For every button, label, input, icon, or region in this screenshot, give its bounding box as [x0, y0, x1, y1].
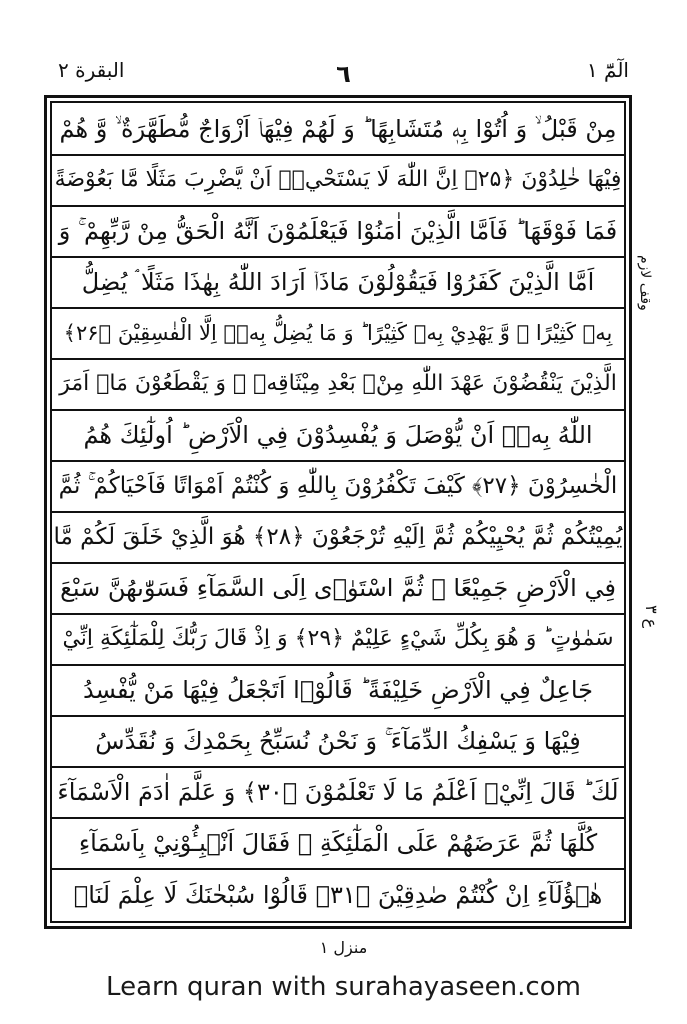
text-line-7: اللّٰهُ بِهٖۤ اَنْ يُّوْصَلَ وَ يُفْسِدُوْنَ فِي الْاَرْضِ ؕ اُولٰٓئِكَ هُمُ: [83, 420, 593, 449]
quran-text-block: [52, 103, 624, 921]
text-line-1: مِنْ قَبْلُ ۙ وَ اُتُوْا بِهٖ مُتَشَابِهًا ؕ وَ لَهُمْ فِيْهَاۤ اَزْوَاجٌ مُّطَهَّرَةٌ ۙ وَّ هُمْ: [59, 114, 617, 143]
text-line-2: فِيْهَا خٰلِدُوْنَ ﴿۲۵﴾ اِنَّ اللّٰهَ لَا يَسْتَحْيٖۤ اَنْ يَّضْرِبَ مَثَلًا مَّا بَعُوْضَةً: [54, 167, 622, 192]
text-line-8: الْخٰسِرُوْنَ ﴿۲۷﴾ كَيْفَ تَكْفُرُوْنَ بِاللّٰهِ وَ كُنْتُمْ اَمْوَاتًا فَاَحْيَاكُمْ ۚ ثُمَّ: [58, 472, 618, 499]
surah-name: البقرة ۲: [58, 58, 125, 82]
footer-caption: Learn quran with surahayaseen.com: [106, 972, 581, 1002]
ruku-margin-note: ع ۳: [642, 605, 661, 629]
text-line-11: سَمٰوٰتٍ ؕ وَ هُوَ بِكُلِّ شَيْءٍ عَلِيْمٌ ﴿۲۹﴾ وَ اِذْ قَالَ رَبُّكَ لِلْمَلٰٓئِكَةِ اِنِّيْ: [62, 626, 614, 651]
text-line-6: الَّذِيْنَ يَنْقُضُوْنَ عَهْدَ اللّٰهِ مِنْۢ بَعْدِ مِيْثَاقِهٖ ۪ وَ يَقْطَعُوْنَ مَاۤ اَمَرَ: [59, 371, 617, 396]
waqf-margin-note: وقف لازم: [637, 255, 653, 311]
text-line-10: فِي الْاَرْضِ جَمِيْعًا ۗ ثُمَّ اسْتَوٰۤى اِلَى السَّمَآءِ فَسَوّٰىهُنَّ سَبْعَ: [60, 573, 616, 602]
text-line-15: كُلَّهَا ثُمَّ عَرَضَهُمْ عَلَى الْمَلٰٓئِكَةِ ۙ فَقَالَ اَنْۢبِـُٔوْنِيْ بِاَسْمَآءِ: [78, 828, 598, 857]
manzil-label: منزل ۱: [319, 938, 368, 957]
text-line-12: جَاعِلٌ فِي الْاَرْضِ خَلِيْفَةً ؕ قَالُوْۤا اَتَجْعَلُ فِيْهَا مَنْ يُّفْسِدُ: [83, 675, 593, 704]
text-line-16: هٰۤؤُلَآءِ اِنْ كُنْتُمْ صٰدِقِيْنَ ﴿۳۱﴾ قَالُوْا سُبْحٰنَكَ لَا عِلْمَ لَنَاۤ: [73, 880, 603, 909]
text-line-4: اَمَّا الَّذِيْنَ كَفَرُوْا فَيَقُوْلُوْنَ مَاذَاۤ اَرَادَ اللّٰهُ بِهٰذَا مَثَلًا ۘ يُضِلُّ: [81, 267, 595, 296]
text-line-3: فَمَا فَوْقَهَا ؕ فَاَمَّا الَّذِيْنَ اٰمَنُوْا فَيَعْلَمُوْنَ اَنَّهُ الْحَقُّ مِنْ رَّبِّهِمْ ۚ وَ: [58, 216, 618, 245]
page-number: ٦: [336, 60, 351, 88]
text-line-9: يُمِيْتُكُمْ ثُمَّ يُحْيِيْكُمْ ثُمَّ اِلَيْهِ تُرْجَعُوْنَ ﴿۲۸﴾ هُوَ الَّذِيْ خَلَقَ لَكُمْ مَّا: [53, 523, 623, 550]
text-line-5: بِهٖ كَثِيْرًا ۙ وَّ يَهْدِيْ بِهٖ كَثِيْرًا ؕ وَ مَا يُضِلُّ بِهٖۤ اِلَّا الْفٰسِقِيْنَ ﴿۲۶﴾: [63, 320, 613, 345]
text-line-13: فِيْهَا وَ يَسْفِكُ الدِّمَآءَ ۚ وَ نَحْنُ نُسَبِّحُ بِحَمْدِكَ وَ نُقَدِّسُ: [95, 726, 581, 755]
text-line-14: لَكَ ؕ قَالَ اِنِّيْۤ اَعْلَمُ مَا لَا تَعْلَمُوْنَ ﴿۳۰﴾ وَ عَلَّمَ اٰدَمَ الْاَسْمَآءَ: [57, 777, 619, 806]
para-name: الٓمّٓ ۱: [586, 58, 629, 82]
